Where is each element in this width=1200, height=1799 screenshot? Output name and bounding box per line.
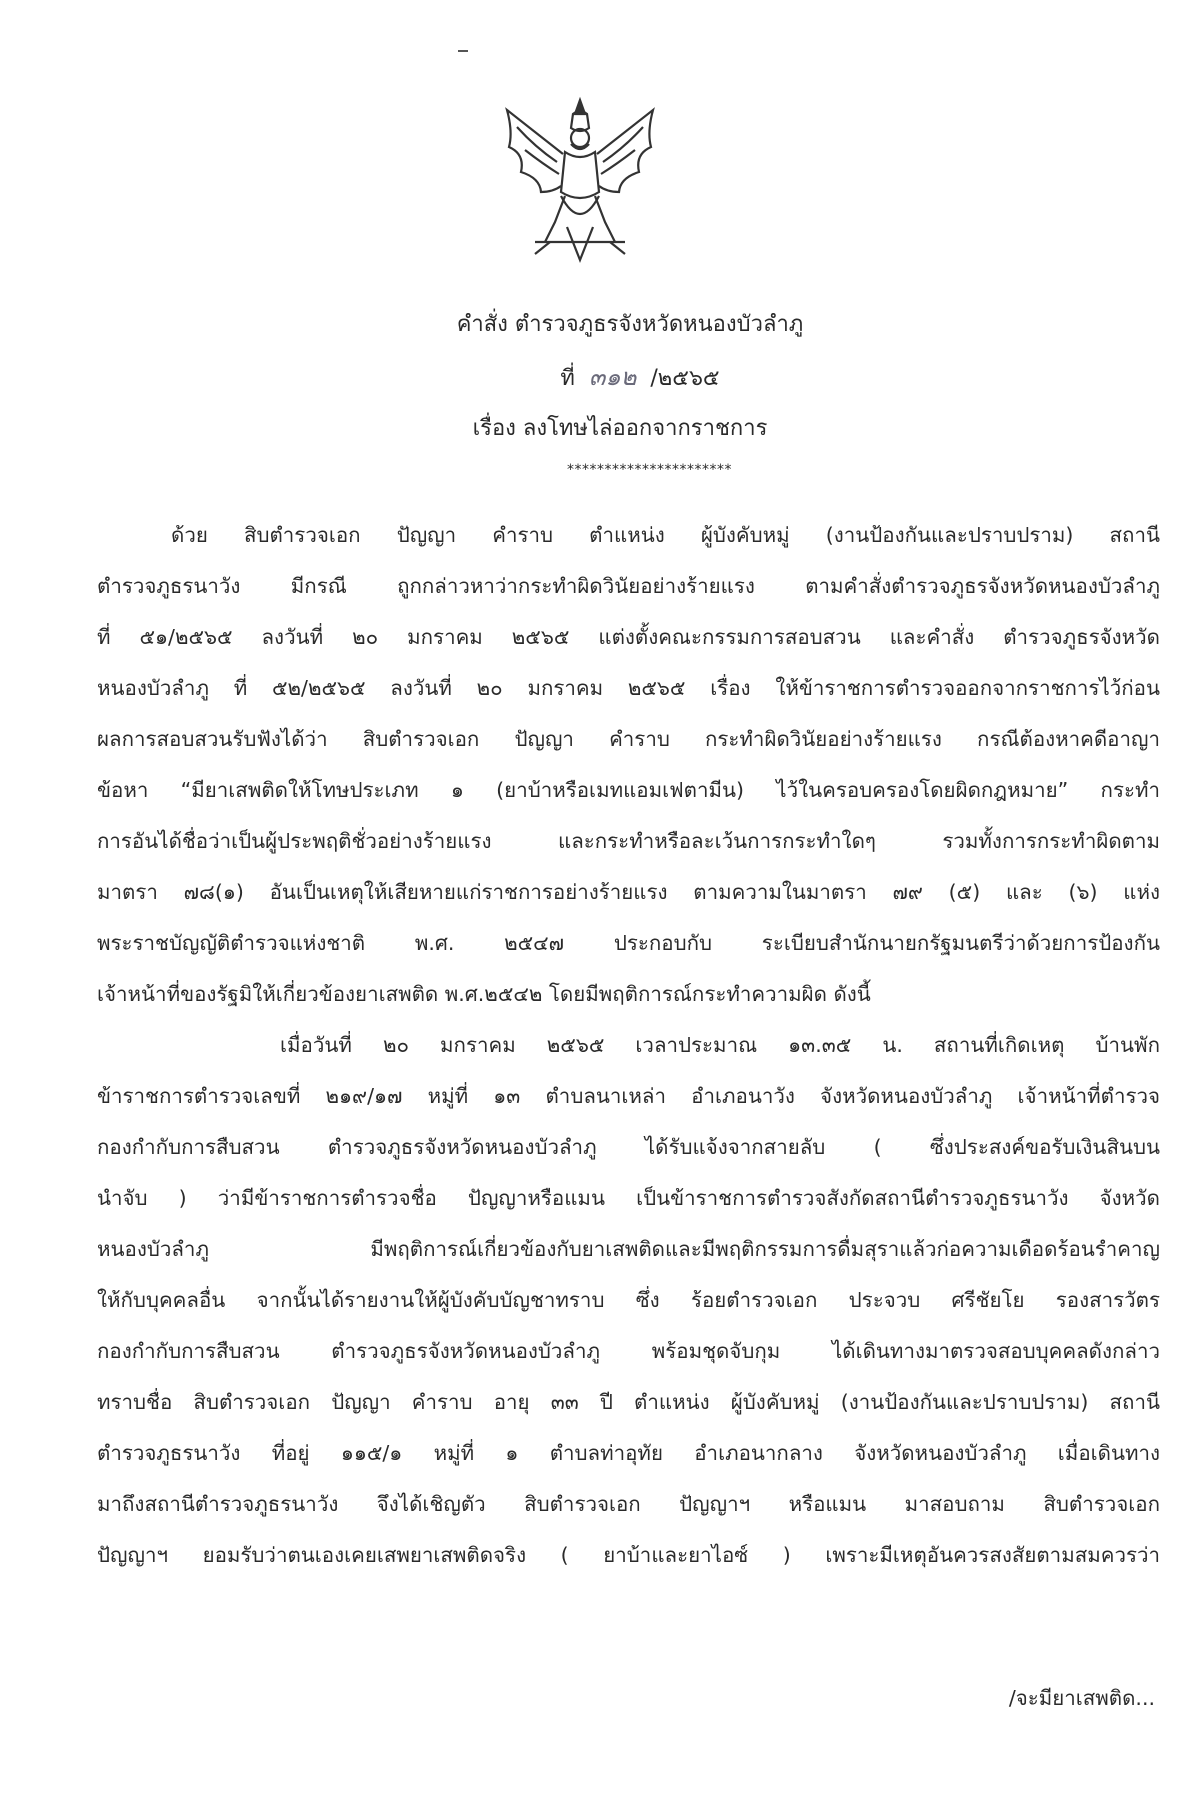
order-number [0,357,1200,396]
body-line: ด้วย สิบตำรวจเอก ปัญญา คำราบ ตำแหน่ง ผู้บังคับหมู่ (งานป้องกันและปราบปราม) สถานี [171,523,1160,547]
body-line: ปัญญาฯ ยอมรับว่าตนเองเคยเสพยาเสพติดจริง ( ยาบ้าและยาไอซ์ ) เพราะมีเหตุอันควรสงสัยตามสมควรว่า [97,1543,1160,1567]
separator-asterisks: ********************** [567,462,732,478]
body-line: พระราชบัญญัติตำรวจแห่งชาติ พ.ศ. ๒๕๔๗ ประกอบกับ ระเบียบสำนักนายกรัฐมนตรีว่าด้วยการป้องกัน [97,931,1160,955]
body-line: ที่ ๕๑/๒๕๖๕ ลงวันที่ ๒๐ มกราคม ๒๕๖๕ แต่งตั้งคณะกรรมการสอบสวน และคำสั่ง ตำรวจภูธรจังหวัด [97,625,1160,649]
body-line: ข้อหา “มียาเสพติดให้โทษประเภท ๑ (ยาบ้าหรือเมทแอมเฟตามีน) ไว้ในครอบครองโดยผิดกฎหมาย” กระทำ [97,778,1160,802]
body-line: ทราบชื่อ สิบตำรวจเอก ปัญญา คำราบ อายุ ๓๓ ปี ตำแหน่ง ผู้บังคับหมู่ (งานป้องกันและปราบปราม) สถานี [97,1390,1160,1414]
document-body [97,520,1160,1591]
body-line: ผลการสอบสวนรับฟังได้ว่า สิบตำรวจเอก ปัญญา คำราบ กระทำผิดวินัยอย่างร้ายแรง กรณีต้องหาคดีอาญา [97,727,1160,751]
order-number-year: /๒๕๖๕ [650,366,720,391]
body-line: ตำรวจภูธรนาวัง ที่อยู่ ๑๑๕/๑ หมู่ที่ ๑ ตำบลท่าอุทัย อำเภอนากลาง จังหวัดหนองบัวลำภู เมื่อเดินทาง [97,1441,1160,1465]
order-number-handwritten: ๓๑๒ [588,363,637,391]
body-line: มาตรา ๗๘(๑) อันเป็นเหตุให้เสียหายแก่ราชการอย่างร้ายแรง ตามความในมาตรา ๗๙ (๕) และ (๖) แห่ง [97,880,1160,904]
body-line: การอันได้ชื่อว่าเป็นผู้ประพฤติชั่วอย่างร้ายแรง และกระทำหรือละเว้นการกระทำใดๆ รวมทั้งการกระทำผิดตาม [97,829,1160,853]
body-line: หนองบัวลำภู ที่ ๕๒/๒๕๖๕ ลงวันที่ ๒๐ มกราคม ๒๕๖๕ เรื่อง ให้ข้าราชการตำรวจออกจากราชการไว้ก่อน [97,676,1160,700]
body-line: เจ้าหน้าที่ของรัฐมิให้เกี่ยวข้องยาเสพติด พ.ศ.๒๕๔๒ โดยมีพฤติการณ์กระทำความผิด ดังนี้ [97,982,871,1006]
body-line: มาถึงสถานีตำรวจภูธรนาวัง จึงได้เชิญตัว สิบตำรวจเอก ปัญญาฯ หรือแมน มาสอบถาม สิบตำรวจเอก [97,1492,1160,1516]
body-line: ให้กับบุคคลอื่น จากนั้นได้รายงานให้ผู้บังคับบัญชาทราบ ซึ่ง ร้อยตำรวจเอก ประจวบ ศรีชัยโย รองสารวัตร [97,1288,1160,1312]
body-line: กองกำกับการสืบสวน ตำรวจภูธรจังหวัดหนองบัวลำภู ได้รับแจ้งจากสายลับ ( ซึ่งประสงค์ขอรับเงินสินบน [97,1135,1160,1159]
body-line: เมื่อวันที่ ๒๐ มกราคม ๒๕๖๕ เวลาประมาณ ๑๓.๓๕ น. สถานที่เกิดเหตุ บ้านพัก [280,1033,1160,1057]
body-line: หนองบัวลำภู มีพฤติการณ์เกี่ยวข้องกับยาเสพติดและมีพฤติกรรมการดื่มสุราแล้วก่อความเดือดร้อนรำคาญ [97,1237,1160,1261]
garuda-emblem-icon [495,92,665,267]
scan-mark [458,50,468,52]
order-heading: คำสั่ง ตำรวจภูธรจังหวัดหนองบัวลำภู [456,312,804,337]
body-line: นำจับ ) ว่ามีข้าราชการตำรวจชื่อ ปัญญาหรือแมน เป็นข้าราชการตำรวจสังกัดสถานีตำรวจภูธรนาวัง จังหวัด [97,1186,1160,1210]
body-line: ตำรวจภูธรนาวัง มีกรณี ถูกกล่าวหาว่ากระทำผิดวินัยอย่างร้ายแรง ตามคำสั่งตำรวจภูธรจังหวัดหนองบัวลำภู [97,574,1160,598]
body-line: กองกำกับการสืบสวน ตำรวจภูธรจังหวัดหนองบัวลำภู พร้อมชุดจับกุม ได้เดินทางมาตรวจสอบบุคคลดังกล่าว [97,1339,1160,1363]
subject-line: เรื่อง ลงโทษไล่ออกจากราชการ [472,416,768,441]
order-number-prefix: ที่ [560,366,575,391]
body-line: ข้าราชการตำรวจเลขที่ ๒๑๙/๑๗ หมู่ที่ ๑๓ ตำบลนาเหล่า อำเภอนาวัง จังหวัดหนองบัวลำภู เจ้าหน้าที่ตำรวจ [97,1084,1160,1108]
continuation-note: /จะมียาเสพติด... [1008,1686,1155,1710]
